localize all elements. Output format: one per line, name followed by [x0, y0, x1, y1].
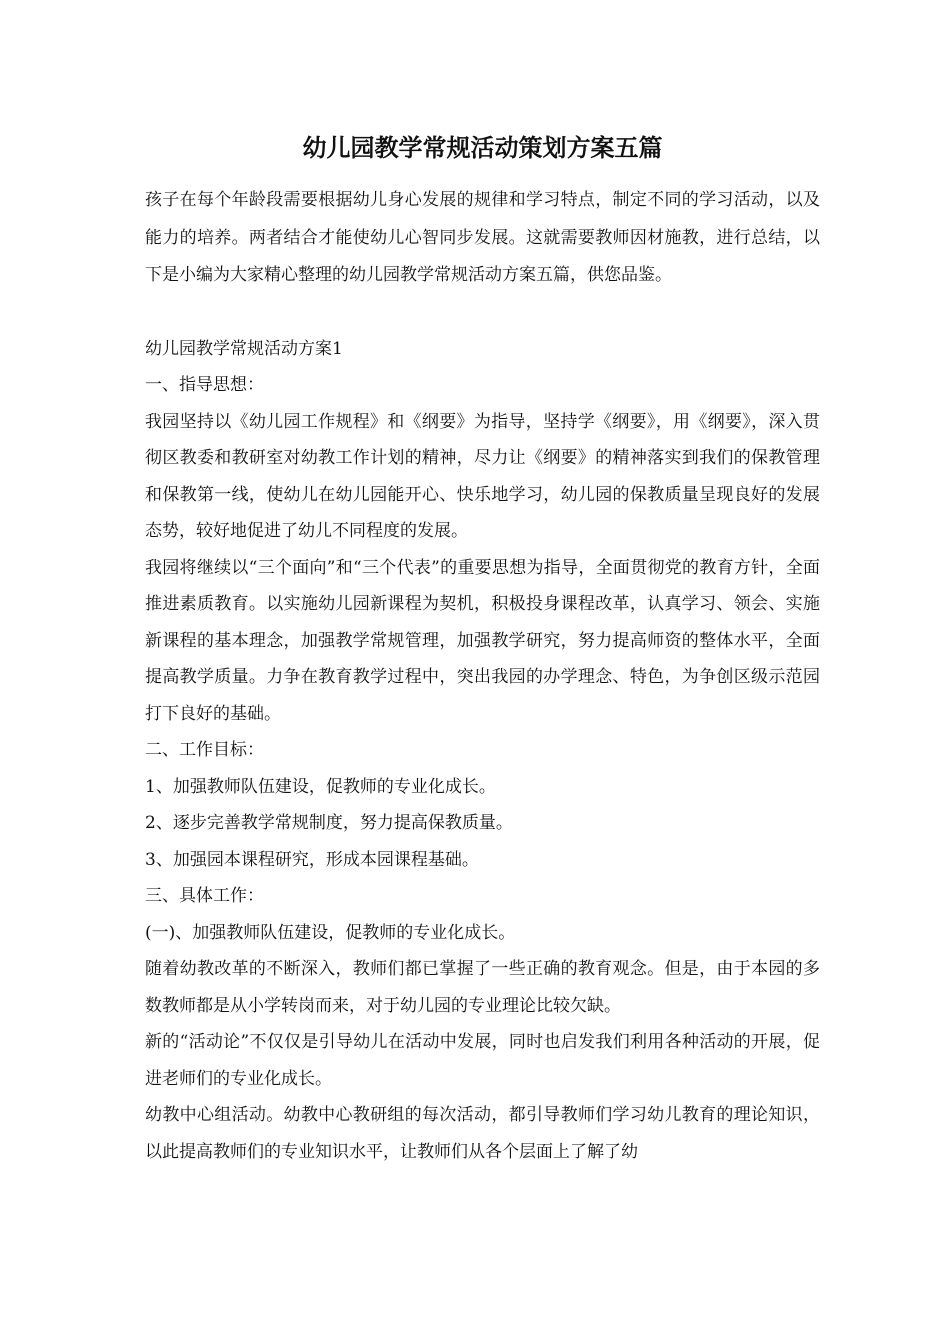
body-paragraph: 新的“活动论”不仅仅是引导幼儿在活动中发展，同时也启发我们利用各种活动的开展，促进老师们的专业化成长。: [145, 1032, 820, 1089]
heading-guiding-ideology: 一、指导思想：: [145, 375, 264, 395]
subheading-teacher-team: (一)、加强教师队伍建设，促教师的专业化成长。: [145, 922, 516, 943]
goal-item-3: 3、加强园本课程研究，形成本园课程基础。: [145, 849, 479, 870]
goal-item-2: 2、逐步完善教学常规制度，努力提高保教质量。: [145, 813, 513, 833]
heading-specific-work: 三、具体工作：: [145, 886, 264, 906]
goal-item-1: 1、加强教师队伍建设，促教师的专业化成长。: [145, 776, 496, 797]
body-paragraph: 随着幼教改革的不断深入，教师们都已掌握了一些正确的教育观念。但是，由于本园的多数教师都是从小学转岗而来，对于幼儿园的专业理论比较欠缺。: [145, 959, 820, 1016]
section-heading-plan-1: 幼儿园教学常规活动方案1: [145, 338, 343, 359]
body-paragraph: 幼教中心组活动。幼教中心教研组的每次活动，都引导教师们学习幼儿教育的理论知识，以此提高教师们的专业知识水平，让教师们从各个层面上了解了幼: [145, 1105, 820, 1162]
document-title: 幼儿园教学常规活动策划方案五篇: [302, 133, 663, 162]
body-paragraph: 我园将继续以“三个面向”和“三个代表”的重要思想为指导，全面贯彻党的教育方针，全面推进素质教育。以实施幼儿园新课程为契机，积极投身课程改革，认真学习、领会、实施新课程的基本理念，加强教学常规管理，加强教学研究，努力提高师资的整体水平，全面提高教学质量。力争在教育教学过程中，突出我园的办学理念、特色，为争创区级示范园打下良好的基础。: [145, 557, 820, 724]
intro-paragraph: 孩子在每个年龄段需要根据幼儿身心发展的规律和学习特点，制定不同的学习活动，以及能力的培养。两者结合才能使幼儿心智同步发展。这就需要教师因材施教，进行总结，以下是小编为大家精心整理的幼儿园教学常规活动方案五篇，供您品鉴。: [145, 190, 820, 285]
paragraph-gap: [145, 295, 820, 331]
body-paragraph: 我园坚持以《幼儿园工作规程》和《纲要》为指导，坚持学《纲要》，用《纲要》，深入贯彻区教委和教研室对幼教工作计划的精神，尽力让《纲要》的精神落实到我们的保教管理和保教第一线，使幼儿在幼儿园能开心、快乐地学习，幼儿园的保教质量呈现良好的发展态势，较好地促进了幼儿不同程度的发展。: [145, 411, 820, 541]
heading-work-goals: 二、工作目标：: [145, 740, 264, 760]
